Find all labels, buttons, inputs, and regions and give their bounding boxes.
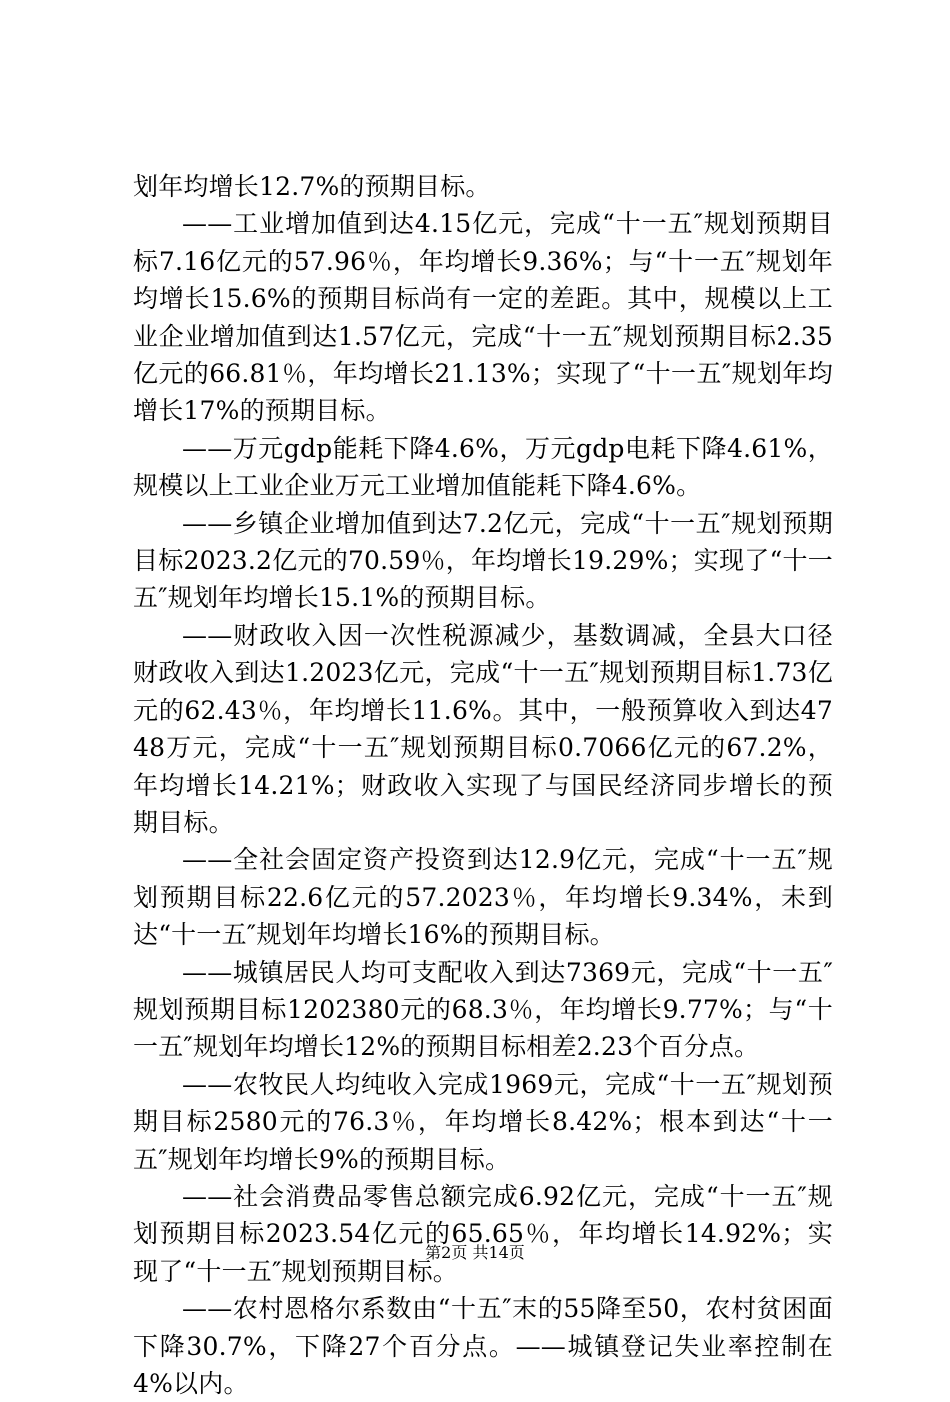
paragraph-8: ——农牧民人均纯收入完成1969元，完成“十一五″规划预期目标2580元的76.3％，年均增长8.42%；根本到达“十一五″规划年均增长9%的预期目标。 [133, 1069, 833, 1174]
paragraph-1: 划年均增长12.7%的预期目标。 [133, 172, 491, 201]
document-body [133, 168, 833, 1402]
paragraph-4: ——乡镇企业增加值到达7.2亿元，完成“十一五″规划预期目标2023.2亿元的70.59％，年均增长19.29%；实现了“十一五″规划年均增长15.1%的预期目标。 [133, 508, 833, 613]
paragraph-2: ——工业增加值到达4.15亿元，完成“十一五″规划预期目标7.16亿元的57.96％，年均增长9.36%；与“十一五″规划年均增长15.6%的预期目标尚有一定的差距。其中，规模以上工业企业增加值到达1.57亿元，完成“十一五″规划预期目标2.35亿元的66.81％，年均增长21.13%；实现了“十一五″规划年均增长17%的预期目标。 [133, 209, 833, 426]
paragraph-7: ——城镇居民人均可支配收入到达7369元，完成“十一五″规划预期目标1202380元的68.3％，年均增长9.77%；与“十一五″规划年均增长12%的预期目标相差2.23个百分点。 [133, 957, 833, 1062]
page-number-footer: 第2页 共14页 [425, 1243, 525, 1262]
paragraph-9: ——社会消费品零售总额完成6.92亿元，完成“十一五″规划预期目标2023.54亿元的65.65％，年均增长14.92%；实现了“十一五″规划预期目标。 [133, 1181, 833, 1286]
paragraph-10: ——农村恩格尔系数由“十五″末的55降至50，农村贫困面下降30.7%，下降27个百分点。——城镇登记失业率控制在4%以内。 [133, 1294, 833, 1398]
paragraph-5: ——财政收入因一次性税源减少，基数调减，全县大口径财政收入到达1.2023亿元，完成“十一五″规划预期目标1.73亿元的62.43％，年均增长11.6%。其中，一般预算收入到达4748万元，完成“十一五″规划预期目标0.7066亿元的67.2%，年均增长14.21%；财政收入实现了与国民经济同步增长的预期目标。 [133, 620, 833, 837]
paragraph-6: ——全社会固定资产投资到达12.9亿元，完成“十一五″规划预期目标22.6亿元的57.2023％，年均增长9.34%，未到达“十一五″规划年均增长16%的预期目标。 [133, 845, 833, 950]
paragraph-3: ——万元gdp能耗下降4.6%，万元gdp电耗下降4.61%，规模以上工业企业万元工业增加值能耗下降4.6%。 [133, 433, 833, 501]
